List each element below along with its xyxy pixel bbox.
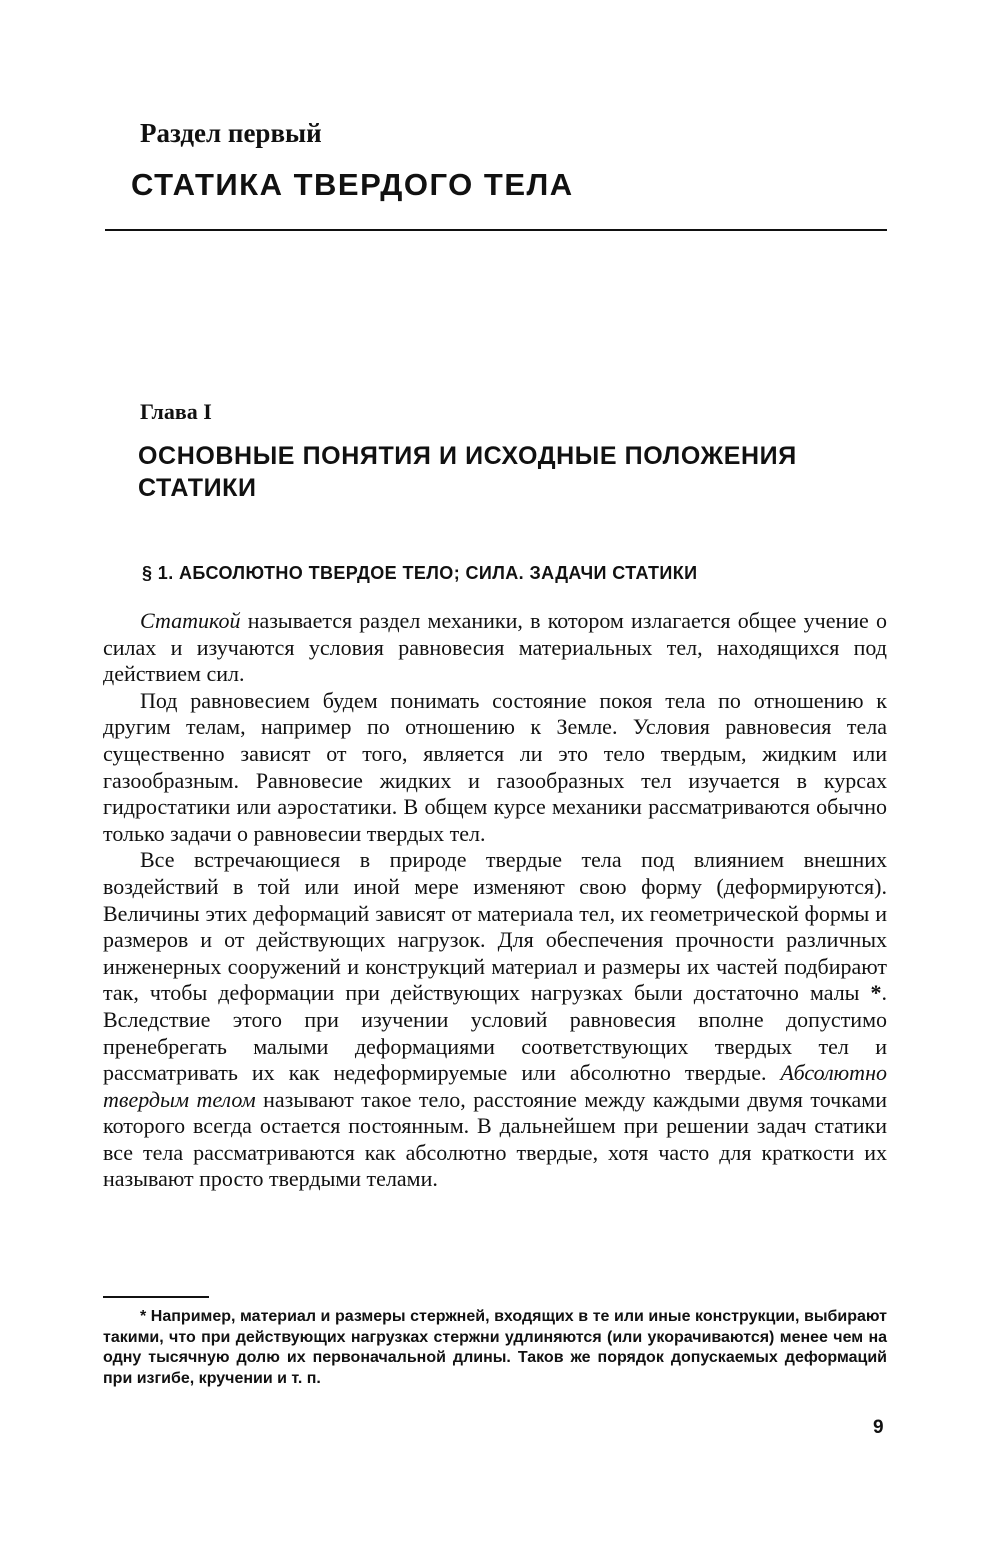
chapter-title: ОСНОВНЫЕ ПОНЯТИЯ И ИСХОДНЫЕ ПОЛОЖЕНИЯ СТАТИКИ <box>138 442 797 502</box>
body-paragraph-3-text-after: называют такое тело, расстояние между каждыми двумя точками которого всегда остается постоянным. В дальнейшем при решении задач статики все тела рассматриваются как абсолютно твердые, хотя часто для краткости их называют просто твердыми телами. <box>103 1086 888 1192</box>
section-label: Раздел первый <box>140 118 322 148</box>
body-paragraph-1 <box>103 608 887 688</box>
footnote-marker: * <box>859 980 882 1006</box>
chapter-label: Глава I <box>140 399 212 424</box>
section-title: СТАТИКА ТВЕРДОГО ТЕЛА <box>131 167 574 202</box>
section-divider <box>105 229 887 231</box>
footnote: * Например, материал и размеры стержней, входящих в те или иные конструкции, выбирают такими, что при действующих нагрузках стержни удлиняются (или укорачиваются) менее чем на одну тысячную долю их первоначальной длины. Таков же порядок допускаемых деформаций при изгибе, кручении и т. п. <box>103 1308 887 1387</box>
term-statics: Статикой <box>140 608 241 633</box>
page-number: 9 <box>873 1417 884 1438</box>
body-paragraph-3-text-middle: . Вследствие этого при изучении условий равновесия вполне допустимо пренебрегать малыми деформациями соответствующих твердых тел и рассматривать их как недеформируемые или абсолютно твердые. <box>103 980 888 1086</box>
body-paragraph-2: Под равновесием будем понимать состояние покоя тела по отношению к другим телам, например по отношению к Земле. Условия равновесия тела существенно зависят от того, является ли это тело твердым, жидким или газообразным. Равновесие жидких и газообразных тел изучается в курсах гидростатики или аэростатики. В общем курсе механики рассматриваются обычно только задачи о равновесии твердых тел. <box>103 687 887 846</box>
paragraph-heading: § 1. АБСОЛЮТНО ТВЕРДОЕ ТЕЛО; СИЛА. ЗАДАЧИ СТАТИКИ <box>142 563 698 583</box>
body-text <box>103 608 887 1193</box>
body-paragraph-1-text: называется раздел механики, в котором излагается общее учение о силах и изучаются условия равновесия материальных тел, находящихся под действием сил. <box>103 608 887 687</box>
footnote-divider <box>103 1296 209 1298</box>
body-paragraph-3-text-before: Все встречающиеся в природе твердые тела под влиянием внешних воздействий в той или иной мере изменяют свою форму (деформируются). Величины этих деформаций зависят от материала тел, их геометрической формы и размеров и от действующих нагрузок. Для обеспечения прочности различных инженерных сооружений и конструкций материал и размеры их частей подбирают так, чтобы деформации при действующих нагрузках были достаточно малы <box>103 847 887 1006</box>
body-paragraph-3 <box>103 847 887 1193</box>
term-rigid-body: Абсолютно твердым телом <box>103 1060 887 1112</box>
